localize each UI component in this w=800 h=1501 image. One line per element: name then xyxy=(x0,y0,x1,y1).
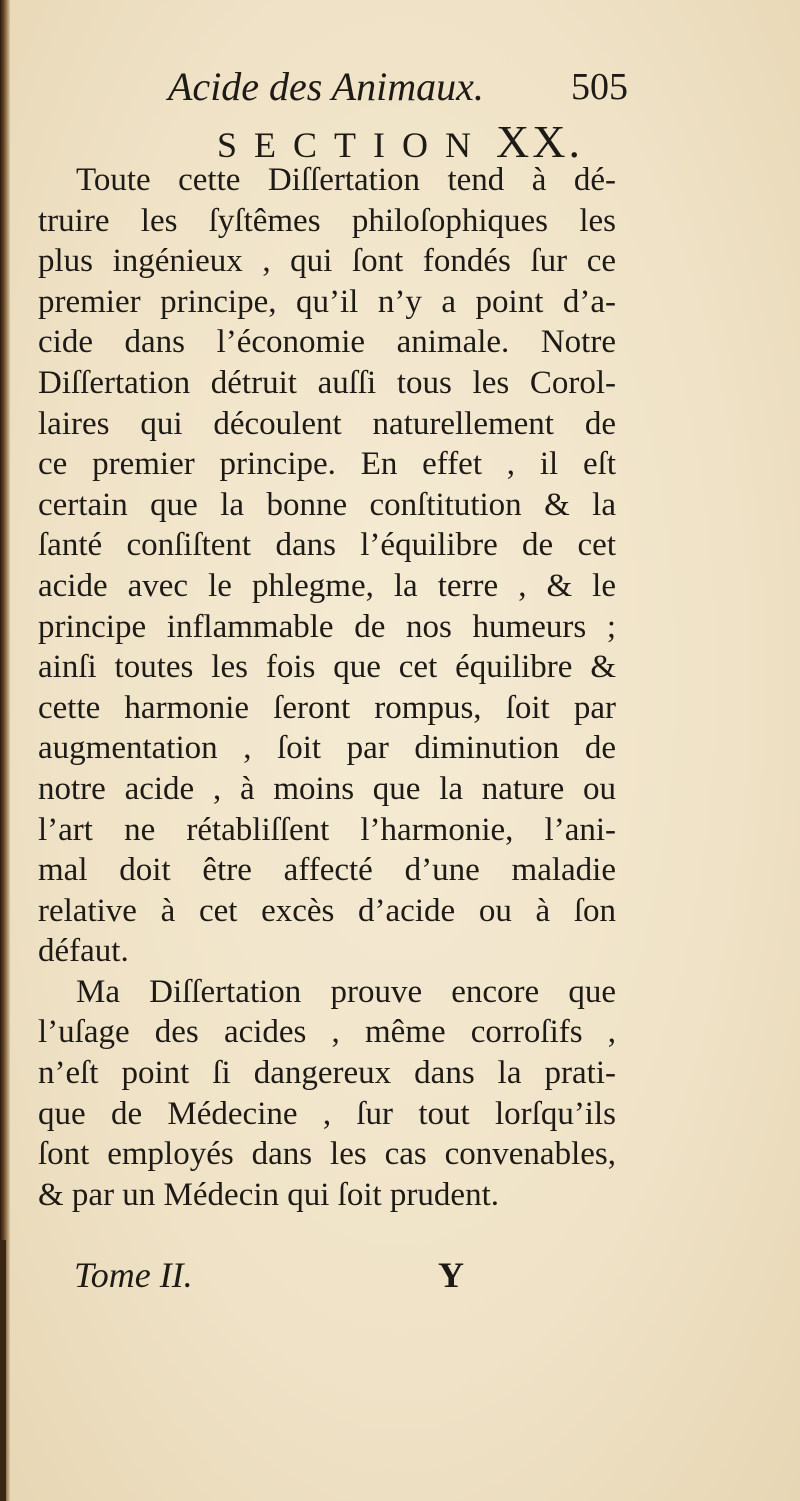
section-number: XX. xyxy=(496,116,583,167)
text-line: l’art ne rétabliſſent l’harmonie, l’ani- xyxy=(38,811,616,848)
text-line: Ma Diſſertation prouve encore que xyxy=(76,973,616,1010)
text-line: ſanté conſiſtent dans l’équilibre de cet xyxy=(38,527,616,564)
text-line: n’eſt point ſi dangereux dans la prati- xyxy=(38,1055,616,1092)
signature-mark: Y xyxy=(438,1255,464,1295)
text-line: Toute cette Diſſertation tend à dé- xyxy=(76,162,616,198)
text-line: cette harmonie ſeront rompus, ſoit par xyxy=(38,689,616,726)
text-line: ainſi toutes les fois que cet équilibre & xyxy=(38,649,616,686)
text-line: premier principe, qu’il n’y a point d’a- xyxy=(38,283,616,320)
text-line: & par un Médecin qui ſoit prudent. xyxy=(38,1176,499,1213)
text-line: cide dans l’économie animale. Notre xyxy=(38,324,616,361)
text-line: que de Médecine , ſur tout lorſqu’ils xyxy=(38,1095,616,1132)
paragraph xyxy=(38,972,616,1216)
page-number: 505 xyxy=(571,66,628,108)
text-line: principe inflammable de nos humeurs ; xyxy=(38,608,616,645)
text-line: mal doit être affecté d’une maladie xyxy=(38,852,616,889)
page-header xyxy=(168,62,638,112)
text-line: acide avec le phlegme, la terre , & le xyxy=(38,567,616,604)
text-line: laires qui découlent naturellement de xyxy=(38,405,616,442)
text-line: défaut. xyxy=(38,933,129,970)
text-line: ſont employés dans les cas convenables, xyxy=(38,1136,616,1173)
text-line: notre acide , à moins que la nature ou xyxy=(38,770,616,807)
running-title: Acide des Animaux. xyxy=(168,64,484,109)
volume-label: Tome II. xyxy=(74,1255,193,1295)
text-line: truire les ſyſtêmes philoſophiques les xyxy=(38,202,616,239)
body-text xyxy=(38,160,616,1215)
page-footer xyxy=(74,1252,474,1298)
text-line: ce premier principe. En effet , il eſt xyxy=(38,446,616,483)
text-line: augmentation , ſoit par diminution de xyxy=(38,730,616,767)
text-line: l’uſage des acides , même corroſifs , xyxy=(38,1014,616,1051)
text-line: Diſſertation détruit auſſi tous les Corol- xyxy=(38,364,616,401)
text-line: plus ingénieux , qui ſont fondés ſur ce xyxy=(38,243,616,280)
binding-shadow xyxy=(0,1240,6,1501)
section-label: SECTION xyxy=(217,125,489,165)
text-line: certain que la bonne conſtitution & la xyxy=(38,486,616,523)
paragraph xyxy=(38,160,616,972)
text-line: relative à cet excès d’acide ou à ſon xyxy=(38,892,616,929)
